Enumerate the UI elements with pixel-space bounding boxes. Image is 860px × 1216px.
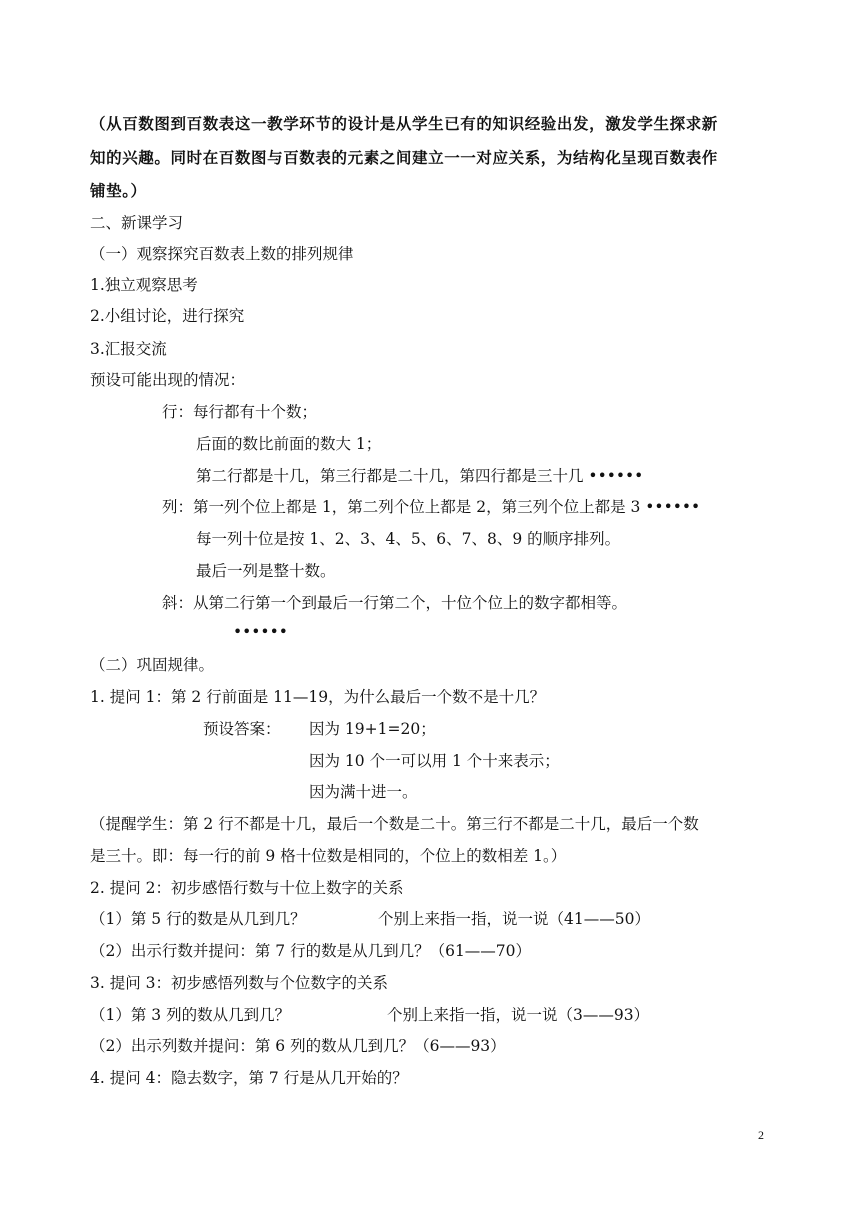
- cols-rule-2: 每一列十位是按 1、2、3、4、5、6、7、8、9 的顺序排列。: [196, 530, 621, 548]
- cols-rule-1: 列：第一列个位上都是 1，第二列个位上都是 2，第三列个位上都是 3 ••••••: [162, 498, 701, 516]
- intro-note-line-3: 铺垫。）: [90, 181, 147, 200]
- preset-intro: 预设可能出现的情况：: [90, 371, 246, 389]
- question-3-item-1: （1）第 3 列的数从几到几？: [90, 1006, 291, 1024]
- answer-2: 因为 10 个一可以用 1 个十来表示；: [309, 752, 560, 770]
- question-2-item-1-extra: 个别上来指一指，说一说（41——50）: [378, 910, 650, 928]
- intro-note-line-1: （从百数图到百数表这一教学环节的设计是从学生已有的知识经验出发，激发学生探求新: [90, 114, 718, 133]
- question-2-item-1: （1）第 5 行的数是从几到几？: [90, 910, 306, 928]
- diagonal-rule: 斜：从第二行第一个到最后一行第二个，十位个位上的数字都相等。: [162, 594, 628, 612]
- reminder-line-2: 是三十。即：每一行的前 9 格十位数是相同的，个位上的数相差 1。）: [90, 847, 567, 865]
- answer-3: 因为满十进一。: [309, 783, 418, 801]
- rows-rule-3: 第二行都是十几，第三行都是二十几，第四行都是三十几 ••••••: [196, 467, 644, 485]
- question-1: 1. 提问 1：第 2 行前面是 11—19，为什么最后一个数不是十几？: [90, 688, 546, 706]
- question-2-item-2: （2）出示行数并提问：第 7 行的数是从几到几？（61——70）: [90, 942, 532, 960]
- reminder-line-1: （提醒学生：第 2 行不都是十几，最后一个数是二十。第三行不都是二十几，最后一个数: [90, 815, 699, 833]
- question-3-item-2: （2）出示列数并提问：第 6 列的数从几到几？（6——93）: [90, 1037, 506, 1055]
- question-3: 3. 提问 3：初步感悟列数与个位数字的关系: [90, 974, 389, 992]
- intro-note-line-2: 知的兴趣。同时在百数图与百数表的元素之间建立一一对应关系，为结构化呈现百数表作: [90, 148, 718, 167]
- ellipsis: ••••••: [233, 623, 288, 641]
- answer-1: 因为 19+1=20；: [309, 720, 436, 738]
- part1-step-1: 1.独立观察思考: [90, 276, 198, 294]
- part1-title: （一）观察探究百数表上数的排列规律: [90, 245, 354, 263]
- question-4: 4. 提问 4：隐去数字，第 7 行是从几开始的？: [90, 1069, 408, 1087]
- section-title: 二、新课学习: [90, 214, 184, 232]
- rows-rule-2: 后面的数比前面的数大 1；: [196, 435, 382, 453]
- page-number: 2: [758, 1128, 764, 1142]
- question-2: 2. 提问 2：初步感悟行数与十位上数字的关系: [90, 879, 404, 897]
- part1-step-2: 2.小组讨论，进行探究: [90, 307, 245, 325]
- answer-label: 预设答案：: [203, 720, 281, 738]
- part2-title: （二）巩固规律。: [90, 656, 215, 674]
- cols-rule-3: 最后一列是整十数。: [196, 562, 336, 580]
- question-3-item-1-extra: 个别上来指一指，说一说（3——93）: [387, 1006, 650, 1024]
- rows-rule-1: 行：每行都有十个数；: [162, 403, 318, 421]
- part1-step-3: 3.汇报交流: [90, 340, 167, 358]
